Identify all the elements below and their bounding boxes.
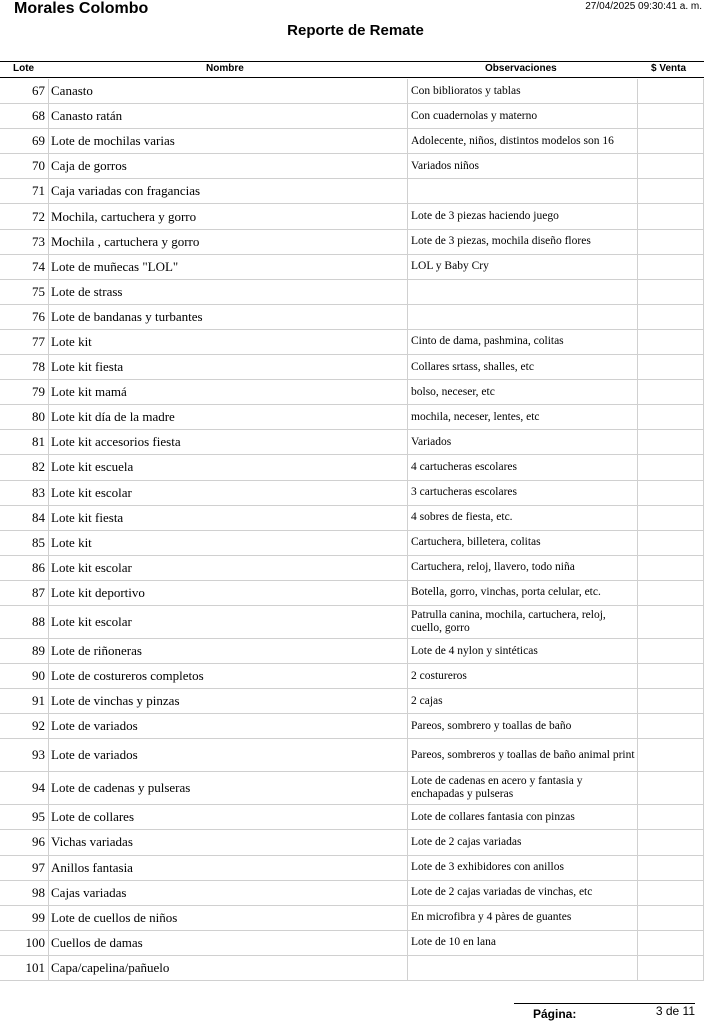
table-row [0,129,704,154]
lote-cell: 89 [0,639,48,664]
observaciones-cell: Con cuadernolas y materno [408,104,638,129]
observaciones-cell [408,179,638,204]
lote-cell: 73 [0,230,48,255]
observaciones-cell: Cartuchera, billetera, colitas [408,531,638,556]
venta-cell [638,405,704,430]
lote-cell: 101 [0,956,48,981]
nombre-cell: Lote kit escolar [48,606,408,639]
lote-cell: 88 [0,606,48,639]
lote-cell: 92 [0,714,48,739]
lote-cell: 96 [0,830,48,855]
venta-cell [638,931,704,956]
observaciones-cell: Lote de 3 piezas, mochila diseño flores [408,230,638,255]
table-row [0,506,704,531]
report-title: Reporte de Remate [287,22,424,39]
nombre-cell: Caja variadas con fragancias [48,179,408,204]
nombre-cell: Lote de vinchas y pinzas [48,689,408,714]
observaciones-cell: bolso, neceser, etc [408,380,638,405]
table-row [0,355,704,380]
nombre-cell: Lote kit mamá [48,380,408,405]
venta-cell [638,639,704,664]
nombre-cell: Lote de collares [48,805,408,830]
lote-cell: 71 [0,179,48,204]
nombre-cell: Mochila , cartuchera y gorro [48,230,408,255]
nombre-cell: Lote kit [48,330,408,355]
table-row [0,280,704,305]
table-row [0,805,704,830]
table-row [0,689,704,714]
lote-cell: 82 [0,455,48,480]
observaciones-cell: Cinto de dama, pashmina, colitas [408,330,638,355]
nombre-cell: Canasto [48,79,408,104]
observaciones-cell: Con biblioratos y tablas [408,79,638,104]
page-label: Página: [533,1007,577,1021]
venta-cell [638,104,704,129]
page-number: 3 de 11 [655,1004,695,1018]
table-row [0,179,704,204]
observaciones-cell: Patrulla canina, mochila, cartuchera, reloj, cuello, gorro [408,606,638,639]
observaciones-cell: En microfibra y 4 pàres de guantes [408,906,638,931]
company-name: Morales Colombo [14,0,149,17]
lote-cell: 81 [0,430,48,455]
lote-cell: 69 [0,129,48,154]
lote-cell: 67 [0,79,48,104]
venta-cell [638,714,704,739]
nombre-cell: Cuellos de damas [48,931,408,956]
remate-table [0,79,704,981]
venta-cell [638,556,704,581]
venta-cell [638,881,704,906]
column-header-nombre: Nombre [206,63,244,74]
table-row [0,531,704,556]
table-row [0,154,704,179]
table-row [0,830,704,855]
venta-cell [638,506,704,531]
venta-cell [638,330,704,355]
observaciones-cell: Variados [408,430,638,455]
venta-cell [638,79,704,104]
nombre-cell: Cajas variadas [48,881,408,906]
nombre-cell: Lote kit día de la madre [48,405,408,430]
observaciones-cell: Lote de 2 cajas variadas [408,830,638,855]
lote-cell: 86 [0,556,48,581]
table-row [0,581,704,606]
observaciones-cell: 2 costureros [408,664,638,689]
lote-cell: 87 [0,581,48,606]
table-row [0,481,704,506]
nombre-cell: Lote de muñecas "LOL" [48,255,408,280]
venta-cell [638,956,704,981]
venta-cell [638,830,704,855]
observaciones-cell: Lote de 10 en lana [408,931,638,956]
column-header-lote: Lote [13,63,35,74]
nombre-cell: Lote kit escolar [48,481,408,506]
observaciones-cell: Variados niños [408,154,638,179]
nombre-cell: Lote de cadenas y pulseras [48,772,408,805]
venta-cell [638,230,704,255]
lote-cell: 80 [0,405,48,430]
lote-cell: 94 [0,772,48,805]
lote-cell: 70 [0,154,48,179]
nombre-cell: Lote de mochilas varias [48,129,408,154]
nombre-cell: Lote de variados [48,714,408,739]
venta-cell [638,129,704,154]
observaciones-cell: 4 cartucheras escolares [408,455,638,480]
venta-cell [638,606,704,639]
observaciones-cell: Lote de cadenas en acero y fantasia y enchapadas y pulseras [408,772,638,805]
venta-cell [638,430,704,455]
column-header-observaciones: Observaciones [485,63,557,74]
nombre-cell: Lote kit accesorios fiesta [48,430,408,455]
table-row [0,881,704,906]
table-row [0,305,704,330]
lote-cell: 78 [0,355,48,380]
venta-cell [638,179,704,204]
venta-cell [638,154,704,179]
lote-cell: 97 [0,856,48,881]
lote-cell: 77 [0,330,48,355]
table-row [0,104,704,129]
lote-cell: 98 [0,881,48,906]
observaciones-cell: LOL y Baby Cry [408,255,638,280]
table-row [0,856,704,881]
table-row [0,606,704,639]
observaciones-cell: 4 sobres de fiesta, etc. [408,506,638,531]
observaciones-cell: 2 cajas [408,689,638,714]
lote-cell: 74 [0,255,48,280]
lote-cell: 75 [0,280,48,305]
nombre-cell: Lote kit escolar [48,556,408,581]
lote-cell: 93 [0,739,48,772]
table-row [0,230,704,255]
lote-cell: 99 [0,906,48,931]
nombre-cell: Lote kit fiesta [48,355,408,380]
observaciones-cell: Lote de 4 nylon y sintéticas [408,639,638,664]
nombre-cell: Lote de riñoneras [48,639,408,664]
column-header-venta: $ Venta [651,63,687,74]
nombre-cell: Lote de cuellos de niños [48,906,408,931]
venta-cell [638,581,704,606]
table-row [0,714,704,739]
observaciones-cell: Botella, gorro, vinchas, porta celular, etc. [408,581,638,606]
venta-cell [638,856,704,881]
table-row [0,772,704,805]
venta-cell [638,906,704,931]
venta-cell [638,689,704,714]
table-row [0,380,704,405]
table-row [0,255,704,280]
venta-cell [638,380,704,405]
nombre-cell: Canasto ratán [48,104,408,129]
lote-cell: 91 [0,689,48,714]
nombre-cell: Lote de strass [48,280,408,305]
nombre-cell: Lote de costureros completos [48,664,408,689]
table-row [0,204,704,229]
observaciones-cell: Pareos, sombreros y toallas de baño animal print [408,739,638,772]
lote-cell: 83 [0,481,48,506]
nombre-cell: Lote kit escuela [48,455,408,480]
table-row [0,931,704,956]
observaciones-cell: Lote de collares fantasia con pinzas [408,805,638,830]
lote-cell: 90 [0,664,48,689]
nombre-cell: Anillos fantasia [48,856,408,881]
venta-cell [638,531,704,556]
observaciones-cell: Lote de 3 exhibidores con anillos [408,856,638,881]
venta-cell [638,772,704,805]
venta-cell [638,455,704,480]
table-row [0,639,704,664]
table-row [0,664,704,689]
venta-cell [638,305,704,330]
table-row [0,405,704,430]
observaciones-cell: Adolecente, niños, distintos modelos son 16 [408,129,638,154]
observaciones-cell: 3 cartucheras escolares [408,481,638,506]
observaciones-cell [408,956,638,981]
lote-cell: 79 [0,380,48,405]
lote-cell: 72 [0,204,48,229]
venta-cell [638,481,704,506]
nombre-cell: Caja de gorros [48,154,408,179]
nombre-cell: Lote de variados [48,739,408,772]
venta-cell [638,204,704,229]
venta-cell [638,739,704,772]
observaciones-cell: mochila, neceser, lentes, etc [408,405,638,430]
observaciones-cell: Pareos, sombrero y toallas de baño [408,714,638,739]
lote-cell: 84 [0,506,48,531]
venta-cell [638,355,704,380]
nombre-cell: Lote kit deportivo [48,581,408,606]
observaciones-cell [408,280,638,305]
nombre-cell: Mochila, cartuchera y gorro [48,204,408,229]
lote-cell: 76 [0,305,48,330]
venta-cell [638,805,704,830]
lote-cell: 95 [0,805,48,830]
lote-cell: 100 [0,931,48,956]
nombre-cell: Lote kit [48,531,408,556]
table-row [0,739,704,772]
observaciones-cell: Lote de 2 cajas variadas de vinchas, etc [408,881,638,906]
table-row [0,455,704,480]
lote-cell: 68 [0,104,48,129]
report-datetime: 27/04/2025 09:30:41 a. m. [585,1,702,12]
observaciones-cell [408,305,638,330]
lote-cell: 85 [0,531,48,556]
table-row [0,430,704,455]
venta-cell [638,255,704,280]
table-row [0,79,704,104]
observaciones-cell: Lote de 3 piezas haciendo juego [408,204,638,229]
table-row [0,956,704,981]
table-row [0,556,704,581]
nombre-cell: Lote de bandanas y turbantes [48,305,408,330]
table-row [0,330,704,355]
table-header [0,61,704,78]
nombre-cell: Lote kit fiesta [48,506,408,531]
observaciones-cell: Cartuchera, reloj, llavero, todo niña [408,556,638,581]
table-row [0,906,704,931]
observaciones-cell: Collares srtass, shalles, etc [408,355,638,380]
nombre-cell: Vichas variadas [48,830,408,855]
venta-cell [638,280,704,305]
venta-cell [638,664,704,689]
nombre-cell: Capa/capelina/pañuelo [48,956,408,981]
